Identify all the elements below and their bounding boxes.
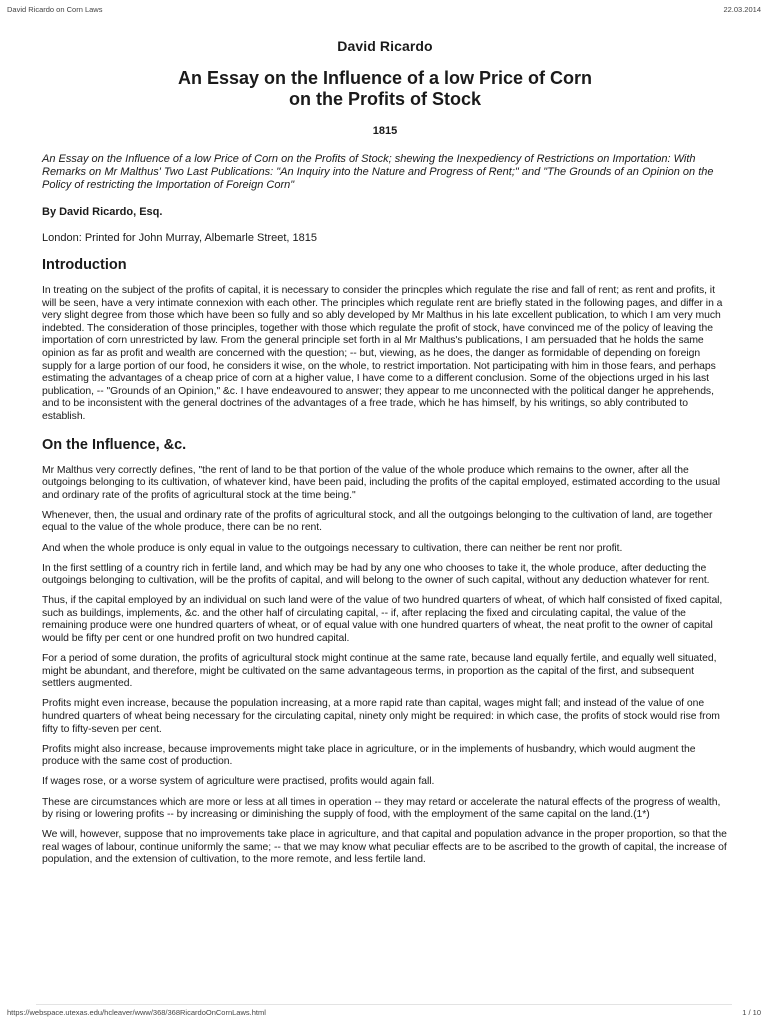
document-title-line-1: An Essay on the Influence of a low Price of Corn xyxy=(177,68,593,88)
paragraph: And when the whole produce is only equal in value to the outgoings necessary to cultivation, there can neither be rent nor profit. xyxy=(42,542,623,554)
document-byline: By David Ricardo, Esq. xyxy=(42,206,163,218)
paragraph: If wages rose, or a worse system of agriculture were practised, profits would again fall. xyxy=(42,776,435,788)
paragraph: We will, however, suppose that no improvements take place in agriculture, and that capital and population advance in the proper proportion, so that the real wages of labour, continue uniformly the same; -- that we may know what peculiar effects are to be ascribed to the growth of capital, the increase of population, and the extension of cultivation, to the more remote, and less fertile land. xyxy=(42,829,727,866)
paragraph: In the first settling of a country rich in fertile land, and which may be had by any one who chooses to take it, the whole produce, after deducting the outgoings belonging to cultivation, will be the profits of capital, and will belong to the owner of such capital, without any deduction whatever for rent. xyxy=(42,562,710,587)
print-header-title: David Ricardo on Corn Laws xyxy=(7,5,103,14)
paragraph: Thus, if the capital employed by an individual on such land were of the value of two hundred quarters of wheat, of which half consisted of fixed capital, such as buildings, implements, &c. and the other half of circulating capital, -- if, after replacing the fixed and circulating capital, the value of the remaining produce were one hundred quarters of wheat, or of equal value with one hundred quarters of wheat, the neat profit to the owner of capital would be fifty per cent or one hundred profit on two hundred capital. xyxy=(42,595,723,645)
section-heading-introduction: Introduction xyxy=(42,257,127,273)
document-subtitle: An Essay on the Influence of a low Price of Corn on the Profits of Stock; shewing the Inexpediency of Restrictions on Importation: With Remarks on Mr Malthus' Two Last Publications: "An Inquiry into the Nature and Progress of Rent;" and "The Grounds of an Opinion on the Policy of restricting the Importation of Foreign Corn" xyxy=(42,153,714,191)
print-footer-page-number: 1 / 10 xyxy=(742,1008,761,1017)
document-imprint: London: Printed for John Murray, Albemarle Street, 1815 xyxy=(42,232,317,244)
document-author: David Ricardo xyxy=(337,38,433,54)
paragraph: Mr Malthus very correctly defines, "the rent of land to be that portion of the value of the whole produce which remains to the owner, after all the outgoings belonging to its cultivation, of whatever kind, have been paid, including the profits of the capital employed, estimated according to the usual and ordinary rate of the profits of agricultural stock at the time being." xyxy=(42,464,720,501)
paragraph: In treating on the subject of the profits of capital, it is necessary to consider the princples which regulate the rise and fall of rent; as rent and profits, it will be seen, have a very intimate connexion with each other. The principles which regulate rent are briefly stated in the following pages, and differ in a very slight degree from those which have been so fully and so ably developed by Mr Malthus in his late excellent publication, to which I am very much indebted. The consideration of those principles, together with those which regulate the profit of stock, have convinced me of the policy of leaving the importation of corn unrestricted by law. From the general principle set forth in al Mr Malthus's publications, I am persuaded that he holds the same opinion as far as profit and wealth are concerned with the question; -- but, viewing, as he does, the danger as formidable of depending on foreign supply for a large portion of our food, he considers it wise, on the whole, to restrict importation. Not participating with him in those fears, and perhaps estimating the advantages of a cheap price of corn at a higher value, I have come to a different conclusion. Some of the objections urged in his last publication, -- "Grounds of an Opinion," &c. I have endeavoured to answer; they appear to me unconnected with the political danger he apprehends, and to be inconsistent with the general doctrines of the advantages of a free trade, which he has himself, by his writings, so ably contributed to establish. xyxy=(42,285,723,422)
paragraph: Profits might also increase, because improvements might take place in agriculture, or in the implements of husbandry, which would augment the produce with the same cost of production. xyxy=(42,743,696,768)
paragraph: For a period of some duration, the profits of agricultural stock might continue at the same rate, because land equally fertile, and equally well situated, might be abundant, and therefore, might be cultivated on the same advantageous terms, in proportion as the capital of the first, and subsequent settlers augmented. xyxy=(42,653,717,690)
document-title-line-2: on the Profits of Stock xyxy=(288,89,481,109)
paragraph: Whenever, then, the usual and ordinary rate of the profits of agricultural stock, and all the outgoings belonging to the cultivation of land, are together equal to the value of the whole produce, there can be no rent. xyxy=(42,509,713,534)
print-footer xyxy=(7,1008,761,1020)
print-header-date: 22.03.2014 xyxy=(723,5,761,14)
paragraph: These are circumstances which are more or less at all times in operation -- they may retard or accelerate the natural effects of the progress of wealth, by rising or lowering profits -- by increasing or diminishing the supply of food, with the employment of the same capital on the land.(1*) xyxy=(42,796,721,821)
footer-divider xyxy=(36,1004,732,1005)
print-header xyxy=(7,5,761,17)
document-year: 1815 xyxy=(372,125,398,137)
document-body xyxy=(42,38,728,874)
paragraph: Profits might even increase, because the population increasing, at a more rapid rate than capital, wages might fall; and instead of the value of one hundred quarters of wheat being necessary for the circulating capital, ninety only might be required: in which case, the profits of stock would rise from fifty to fifty-seven per cent. xyxy=(42,698,720,735)
document-title xyxy=(42,68,728,110)
print-footer-url: https://webspace.utexas.edu/hcleaver/www/368/368RicardoOnCornLaws.html xyxy=(7,1008,266,1017)
section-heading-on-the-influence: On the Influence, &c. xyxy=(42,436,187,453)
